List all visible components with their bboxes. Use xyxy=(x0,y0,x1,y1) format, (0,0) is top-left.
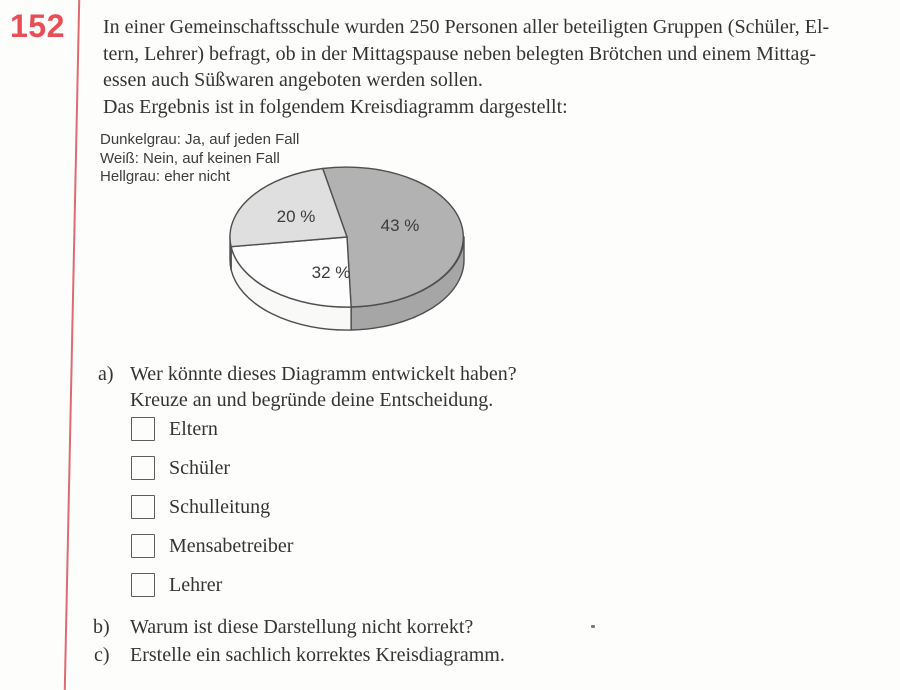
legend-line-white: Weiß: Nein, auf keinen Fall xyxy=(100,149,280,167)
checkbox-mensabetreiber[interactable] xyxy=(131,534,155,558)
option-label-schueler: Schüler xyxy=(169,457,231,479)
intro-line-3: essen auch Süßwaren angeboten werden sollen. xyxy=(103,69,483,91)
task-a-instruction: Kreuze an und begründe deine Entscheidung. xyxy=(130,389,494,411)
scan-speck xyxy=(591,625,595,628)
option-label-mensabetreiber: Mensabetreiber xyxy=(169,535,294,557)
checkbox-lehrer[interactable] xyxy=(131,573,155,597)
problem-number: 152 xyxy=(10,8,65,44)
legend-line-darkgray: Dunkelgrau: Ja, auf jeden Fall xyxy=(100,131,300,148)
intro-line-4: Das Ergebnis ist in folgendem Kreisdiagramm dargestellt: xyxy=(103,95,568,118)
pie-chart xyxy=(210,156,480,342)
problem-intro xyxy=(103,14,893,120)
task-c-label: c) xyxy=(94,644,110,666)
pie-label-43: 43 % xyxy=(380,216,420,235)
margin-divider-line xyxy=(64,0,80,690)
intro-line-1: In einer Gemeinschaftsschule wurden 250 Personen aller beteiligten Gruppen (Schüler, El- xyxy=(103,16,830,38)
task-b-label: b) xyxy=(93,616,110,638)
pie-label-20: 20 % xyxy=(276,207,316,226)
pie-label-32: 32 % xyxy=(311,263,351,282)
option-label-schulleitung: Schulleitung xyxy=(169,496,271,518)
task-a-question: Wer könnte dieses Diagramm entwickelt haben? xyxy=(130,363,517,385)
option-label-lehrer: Lehrer xyxy=(169,574,223,596)
task-c-instruction: Erstelle ein sachlich korrektes Kreisdiagramm. xyxy=(130,644,505,666)
task-b-question: Warum ist diese Darstellung nicht korrekt? xyxy=(130,616,474,638)
option-label-eltern: Eltern xyxy=(169,418,218,440)
checkbox-schueler[interactable] xyxy=(131,456,155,480)
task-a-label: a) xyxy=(98,363,114,385)
checkbox-eltern[interactable] xyxy=(131,417,155,441)
intro-line-2: tern, Lehrer) befragt, ob in der Mittagspause neben belegten Brötchen und einem Mittag- xyxy=(103,42,817,65)
checkbox-schulleitung[interactable] xyxy=(131,495,155,519)
legend-line-lightgray: Hellgrau: eher nicht xyxy=(100,168,231,185)
